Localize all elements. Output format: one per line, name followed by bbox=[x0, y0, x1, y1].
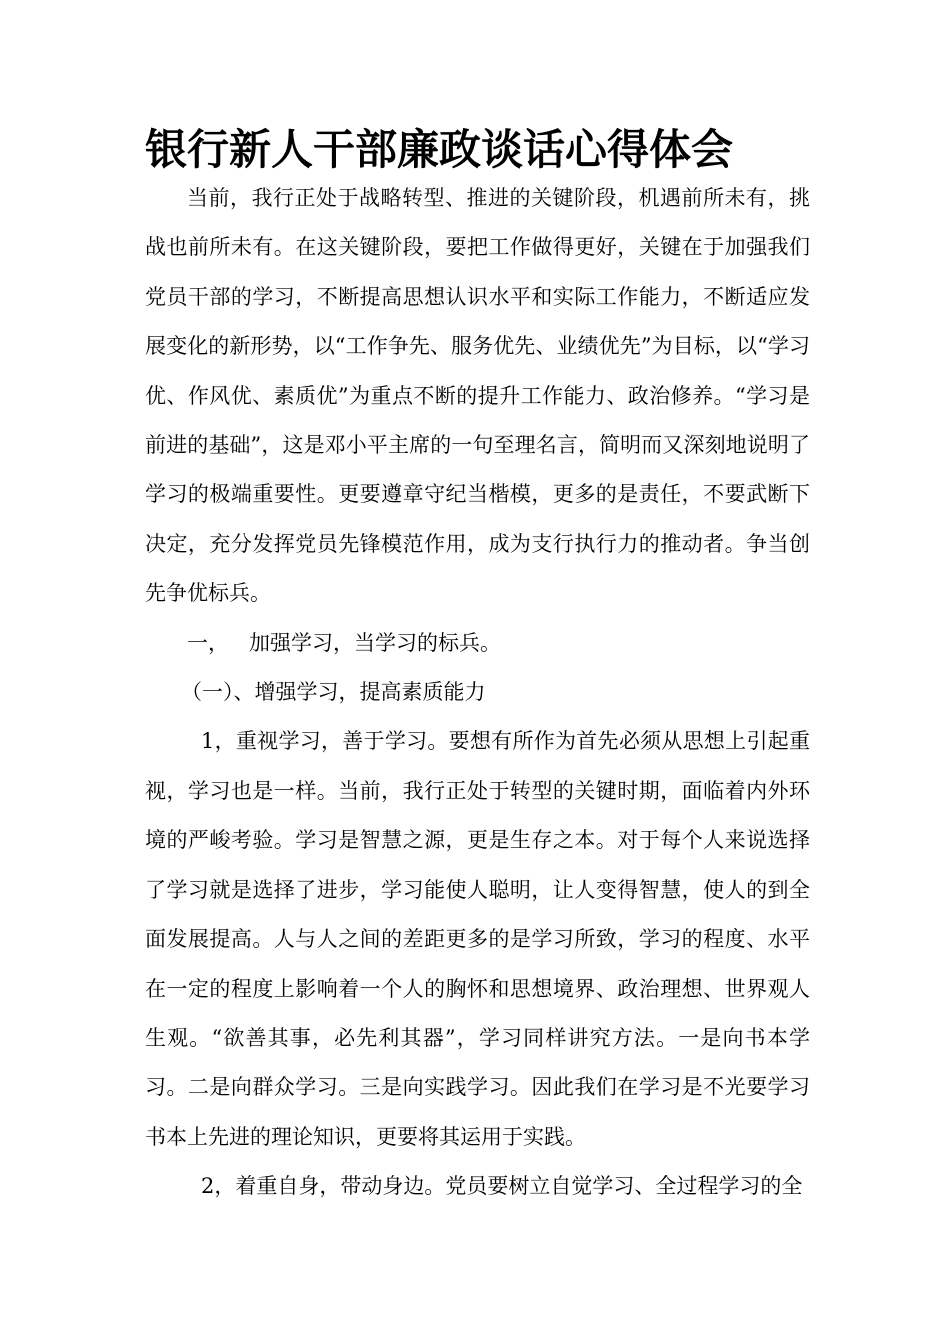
paragraph-intro: 当前，我行正处于战略转型、推进的关键阶段，机遇前所未有，挑战也前所未有。在这关键阶段，要把工作做得更好，关键在于加强我们党员干部的学习，不断提高思想认识水平和实际工作能力，不断适应发展变化的新形势，以“工作争先、服务优先、业绩优先”为目标，以“学习优、作风优、素质优”为重点不断的提升工作能力、政治修养。“学习是前进的基础”，这是邓小平主席的一句至理名言，简明而又深刻地说明了学习的极端重要性。更要遵章守纪当楷模，更多的是责任，不要武断下决定，充分发挥党员先锋模范作用，成为支行执行力的推动者。争当创先争优标兵。 bbox=[145, 186, 810, 606]
section-heading-1: 一， 加强学习，当学习的标兵。 bbox=[187, 630, 502, 655]
document-title: 银行新人干部廉政谈话心得体会 bbox=[145, 125, 734, 174]
document-body bbox=[145, 174, 810, 1212]
paragraph-point-2: 2，着重自身，带动身边。党员要树立自觉学习、全过程学习的全 bbox=[201, 1174, 803, 1199]
subsection-heading-1: （一）、增强学习，提高素质能力 bbox=[181, 680, 486, 705]
paragraph-point-1: 1，重视学习，善于学习。要想有所作为首先必须从思想上引起重视，学习也是一样。当前，我行正处于转型的关键时期，面临着内外环境的严峻考验。学习是智慧之源，更是生存之本。对于每个人来说选择了学习就是选择了进步，学习能使人聪明，让人变得智慧，使人的到全面发展提高。人与人之间的差距更多的是学习所致，学习的程度、水平在一定的程度上影响着一个人的胸怀和思想境界、政治理想、世界观人生观。“欲善其事，必先利其器”，学习同样讲究方法。一是向书本学习。二是向群众学习。三是向实践学习。因此我们在学习是不光要学习书本上先进的理论知识，更要将其运用于实践。 bbox=[145, 729, 810, 1149]
